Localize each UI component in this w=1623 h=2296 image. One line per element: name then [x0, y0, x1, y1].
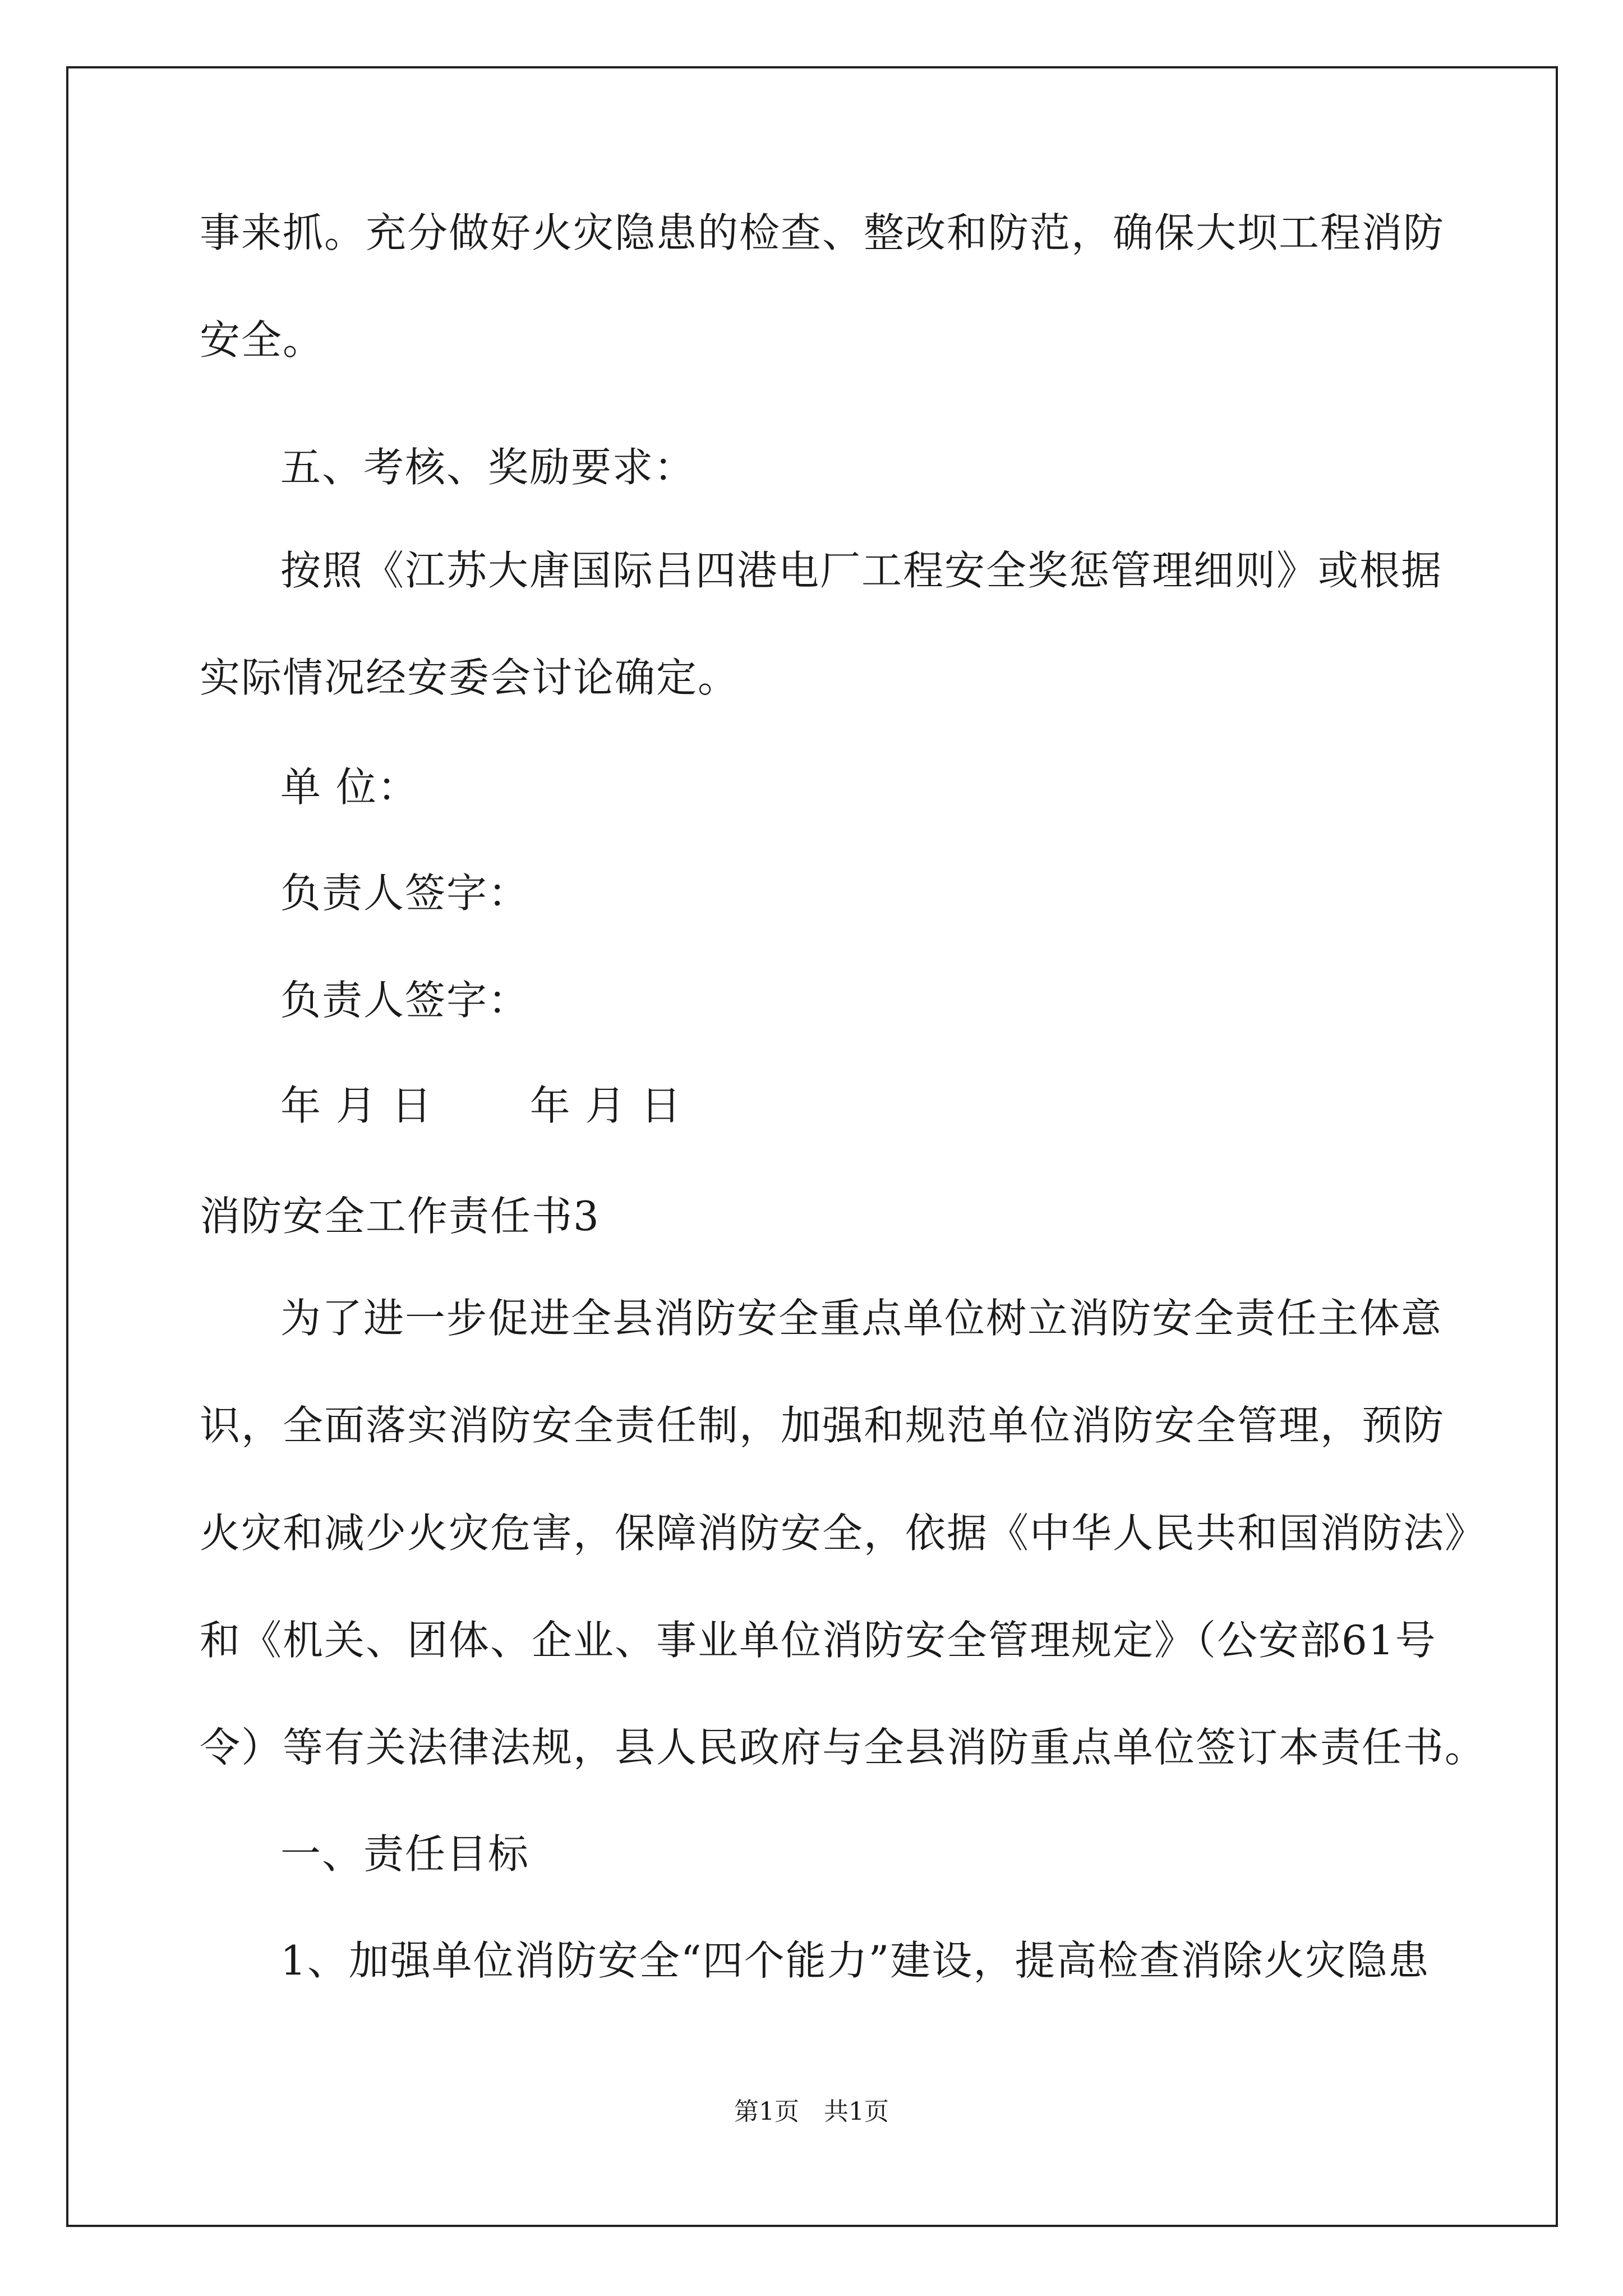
paragraph-line: 为了进一步促进全县消防安全重点单位树立消防安全责任主体意 [280, 1295, 1443, 1342]
signature-field-label: 负责人签字： [280, 977, 530, 1024]
paragraph-line: 事来抓。充分做好火灾隐患的检查、整改和防范，确保大坝工程消防 [200, 209, 1445, 256]
paragraph-line: 火灾和减少火灾危害，保障消防安全，依据《中华人民共和国消防法》 [200, 1510, 1487, 1557]
paragraph-line: 安全。 [200, 316, 325, 364]
page-footer: 第1页 共1页 [734, 2097, 889, 2126]
signature-field-label: 负责人签字： [280, 869, 530, 917]
page-border [66, 66, 1558, 2227]
date-field-label: 年 月 日 年 月 日 [280, 1082, 683, 1129]
paragraph-line: 和《机关、团体、企业、事业单位消防安全管理规定》（公安部61号 [200, 1617, 1437, 1664]
document-title: 消防安全工作责任书3 [200, 1193, 600, 1240]
paragraph-line: 1、加强单位消防安全“四个能力”建设，提高检查消除火灾隐患 [280, 1937, 1430, 1984]
paragraph-line: 按照《江苏大唐国际吕四港电厂工程安全奖惩管理细则》或根据 [280, 547, 1443, 594]
section-heading: 五、考核、奖励要求： [280, 444, 696, 491]
section-heading: 一、责任目标 [280, 1830, 530, 1878]
paragraph-line: 实际情况经安委会讨论确定。 [200, 654, 740, 701]
paragraph-line: 识，全面落实消防安全责任制，加强和规范单位消防安全管理，预防 [200, 1402, 1445, 1449]
unit-field-label: 单 位： [280, 763, 419, 811]
paragraph-line: 令）等有关法律法规，县人民政府与全县消防重点单位签订本责任书。 [200, 1724, 1487, 1771]
